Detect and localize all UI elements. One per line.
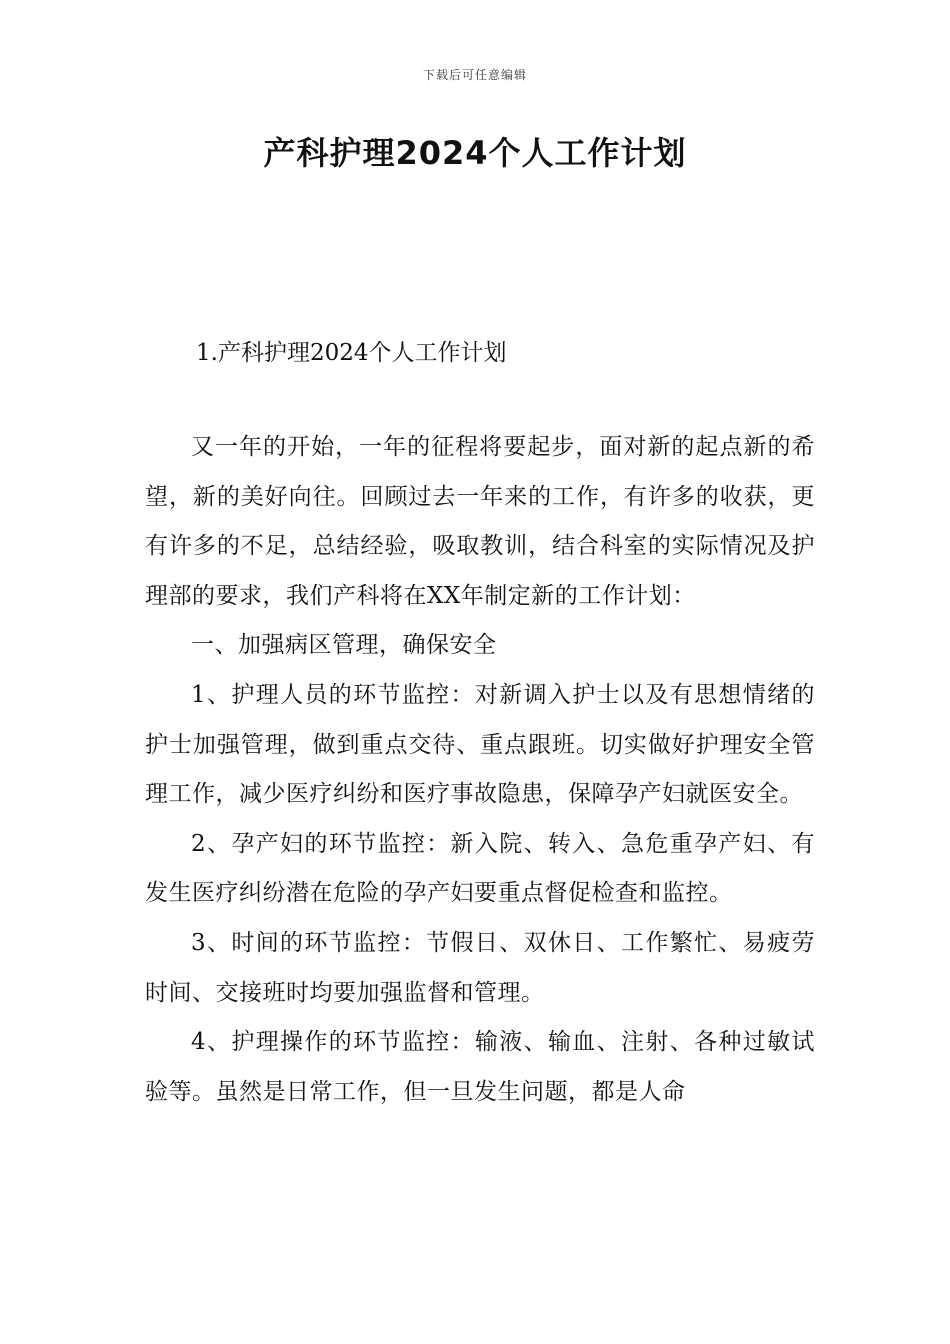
- document-title: 产科护理2024个人工作计划: [263, 134, 687, 172]
- paragraph-item-3: 3、时间的环节监控：节假日、双休日、工作繁忙、易疲劳时间、交接班时均要加强监督和管理。: [145, 929, 815, 1006]
- body-text: [145, 423, 815, 1117]
- section-title: 1.产科护理2024个人工作计划: [196, 340, 507, 366]
- paragraph-intro: 又一年的开始，一年的征程将要起步，面对新的起点新的希望，新的美好向往。回顾过去一年来的工作，有许多的收获，更有许多的不足，总结经验，吸取教训，结合科室的实际情况及护理部的要求，我们产科将在XX年制定新的工作计划：: [145, 434, 815, 609]
- paragraph-item-2: 2、孕产妇的环节监控：新入院、转入、急危重孕产妇、有发生医疗纠纷潜在危险的孕产妇要重点督促检查和监控。: [145, 830, 815, 907]
- paragraph-item-1: 1、护理人员的环节监控：对新调入护士以及有思想情绪的护士加强管理，做到重点交待、重点跟班。切实做好护理安全管理工作，减少医疗纠纷和医疗事故隐患，保障孕产妇就医安全。: [145, 681, 815, 808]
- paragraph-heading-1: 一、加强病区管理，确保安全: [191, 632, 497, 659]
- paragraph-item-4: 4、护理操作的环节监控：输液、输血、注射、各种过敏试验等。虽然是日常工作，但一旦发生问题，都是人命: [145, 1029, 815, 1105]
- header-note: 下载后可任意编辑: [422, 68, 527, 82]
